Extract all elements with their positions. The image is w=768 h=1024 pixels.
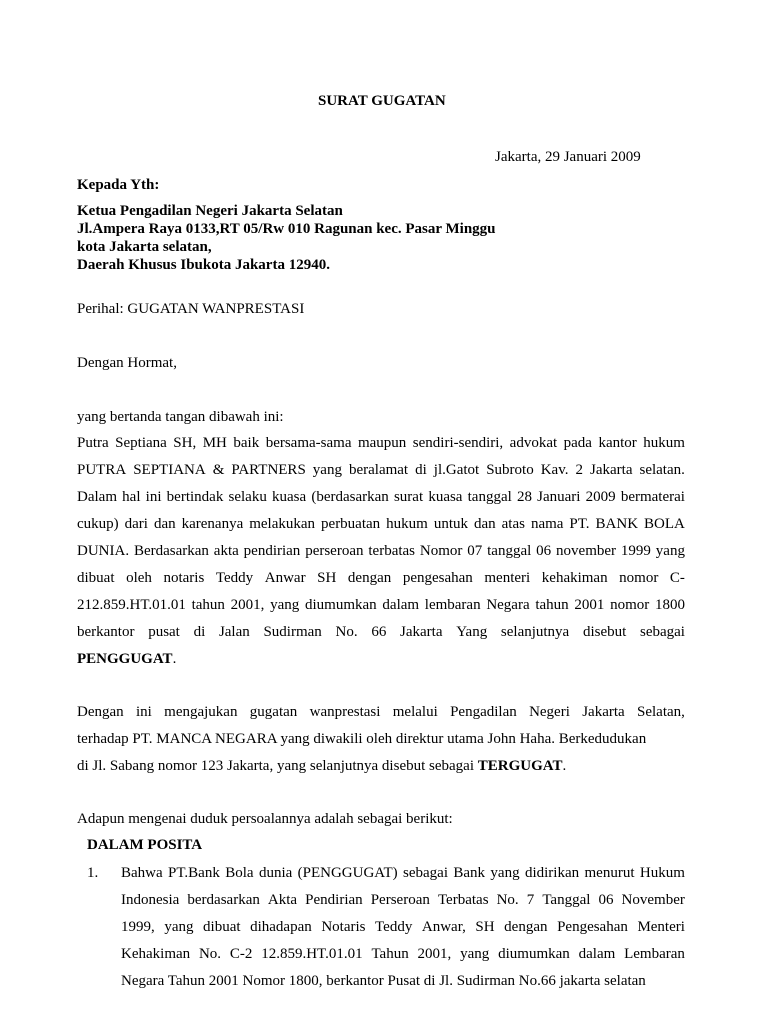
word: notaris	[163, 570, 205, 586]
word: Kav.	[540, 462, 569, 478]
word: Perseroan	[370, 892, 430, 908]
word: Bahwa	[121, 865, 163, 881]
posita-line	[121, 891, 685, 909]
word: ini	[145, 489, 162, 505]
paragraph-line	[77, 515, 685, 533]
word: 1999	[620, 543, 651, 559]
word: Tanggal	[542, 892, 591, 908]
word: diumumkan	[305, 597, 377, 613]
word: Subroto	[486, 462, 534, 478]
paragraph-line	[77, 461, 685, 479]
word: dengan	[347, 570, 392, 586]
word: melakukan	[249, 516, 316, 532]
word: 06	[536, 543, 552, 559]
word: dalam	[382, 597, 420, 613]
word: No.	[335, 624, 358, 640]
word: Negara	[486, 597, 530, 613]
word: Septiana	[115, 435, 167, 451]
word: 66	[371, 624, 387, 640]
defendant-tail: .	[562, 758, 567, 774]
word: Jakarta	[400, 624, 443, 640]
word: cukup)	[77, 516, 119, 532]
word: 2	[575, 462, 583, 478]
recipient-line: Ketua Pengadilan Negeri Jakarta Selatan	[77, 203, 343, 219]
word: hukum	[643, 435, 685, 451]
word: Jalan	[218, 624, 250, 640]
word: Anwar	[264, 570, 306, 586]
word: lembaran	[424, 597, 481, 613]
plaintiff-label: PENGGUGAT	[77, 651, 173, 667]
word: perbuatan	[321, 516, 381, 532]
word: yang	[312, 462, 342, 478]
word: Lembaran	[624, 946, 685, 962]
word: Terbatas	[437, 892, 489, 908]
word: pengesahan	[402, 570, 473, 586]
word: menteri	[484, 570, 531, 586]
plaintiff-tail: .	[172, 651, 177, 667]
word: PUTRA	[77, 462, 127, 478]
defendant-label: TERGUGAT	[477, 758, 563, 774]
word: selanjutnya	[500, 624, 570, 640]
word: hukum	[386, 516, 428, 532]
word: sebagai	[639, 624, 685, 640]
word: dengan	[504, 919, 548, 935]
word: pada	[563, 435, 592, 451]
word: Jakarta	[590, 462, 633, 478]
word: BANK	[595, 516, 639, 532]
word: (PENGGUGAT)	[297, 865, 398, 881]
word: baik	[233, 435, 260, 451]
word: wanprestasi	[309, 704, 381, 720]
word: di	[193, 624, 206, 640]
recipient-line: kota Jakarta selatan,	[77, 239, 212, 255]
word: disebut	[582, 624, 627, 640]
word: sebagai	[403, 865, 448, 881]
word: Negeri	[529, 704, 570, 720]
word: Pengesahan	[557, 919, 628, 935]
word: 2009	[585, 489, 616, 505]
word: Bank	[453, 865, 486, 881]
word: berkantor	[77, 624, 135, 640]
word: 1999,	[121, 919, 155, 935]
paragraph-lawsuit-line	[77, 703, 685, 721]
defendant-text: di Jl. Sabang nomor 123 Jakarta, yang selanjutnya disebut sebagai	[77, 758, 478, 774]
word: 2001,	[417, 946, 452, 962]
word: Notaris	[321, 919, 366, 935]
word: yang	[460, 946, 490, 962]
word: melalui	[392, 704, 438, 720]
word: kehakiman	[541, 570, 608, 586]
letter-date: Jakarta, 29 Januari 2009	[495, 149, 641, 165]
defendant-line	[77, 757, 566, 775]
word: kantor	[598, 435, 637, 451]
word: Putra	[77, 435, 109, 451]
word: No.	[496, 892, 519, 908]
posita-number: 1.	[87, 865, 99, 881]
word: hal	[122, 489, 141, 505]
word: pendirian	[243, 543, 301, 559]
word: SH	[317, 570, 337, 586]
word: selaku	[228, 489, 267, 505]
word: beralamat	[348, 462, 409, 478]
word: dari	[124, 516, 148, 532]
word: atas	[501, 516, 525, 532]
word: 12.859.HT.01.01	[261, 946, 363, 962]
word: didirikan	[524, 865, 580, 881]
posita-line	[121, 864, 685, 882]
word: kuasa	[272, 489, 307, 505]
word: nomor	[619, 570, 659, 586]
posita-line	[121, 945, 685, 963]
word: mengajukan	[164, 704, 238, 720]
word: MH	[202, 435, 227, 451]
word: Dalam	[77, 489, 117, 505]
paragraph-line	[77, 569, 685, 587]
paragraph-line	[77, 623, 685, 641]
word: 212.859.HT.01.01	[77, 597, 186, 613]
word: Selatan,	[637, 704, 685, 720]
word: gugatan	[249, 704, 298, 720]
word: dibuat	[77, 570, 115, 586]
word: akta	[213, 543, 239, 559]
word: Berdasarkan	[133, 543, 209, 559]
word: Pendirian	[305, 892, 363, 908]
word: november	[556, 543, 617, 559]
word: nomor	[610, 597, 650, 613]
word: dibuat	[203, 919, 241, 935]
paragraph-line	[77, 542, 685, 560]
word: Hukum	[639, 865, 685, 881]
word: Jakarta	[582, 704, 625, 720]
word: tahun	[535, 597, 569, 613]
word: C-2	[229, 946, 253, 962]
salutation: Dengan Hormat,	[77, 355, 177, 371]
word: &	[212, 462, 225, 478]
word: bersama-sama	[265, 435, 352, 451]
paragraph-line	[77, 596, 685, 614]
word: SH	[475, 919, 495, 935]
word: tanggal	[467, 489, 512, 505]
word: menurut	[584, 865, 635, 881]
word: Anwar,	[421, 919, 466, 935]
word: yang	[164, 919, 194, 935]
plaintiff-line	[77, 650, 176, 668]
word: 07	[467, 543, 483, 559]
recipient-greeting: Kepada Yth:	[77, 177, 160, 193]
word: bermaterai	[620, 489, 685, 505]
word: dalam	[578, 946, 616, 962]
word: BOLA	[644, 516, 685, 532]
word: Akta	[267, 892, 298, 908]
word: tanggal	[487, 543, 532, 559]
word: dihadapan	[250, 919, 312, 935]
paragraph-lawsuit-line: terhadap PT. MANCA NEGARA yang diwakili oleh direktur utama John Haha. Berkedudukan	[77, 731, 647, 747]
word: PARTNERS	[231, 462, 306, 478]
paragraph-line	[77, 488, 685, 506]
word: SEPTIANA	[133, 462, 206, 478]
recipient-line: Daerah Khusus Ibukota Jakarta 12940.	[77, 257, 330, 273]
word: Dengan	[77, 704, 124, 720]
case-intro: Adapun mengenai duduk persoalannya adalah sebagai berikut:	[77, 811, 453, 827]
word: Kehakiman	[121, 946, 191, 962]
word: jl.Gatot	[433, 462, 480, 478]
word: Teddy	[215, 570, 254, 586]
word: karenanya	[181, 516, 244, 532]
word: pusat	[148, 624, 180, 640]
word: kuasa	[428, 489, 463, 505]
word: Indonesia	[121, 892, 180, 908]
word: PT.Bank	[168, 865, 220, 881]
word: dan	[153, 516, 176, 532]
word: tahun	[191, 597, 225, 613]
word: bertindak	[166, 489, 224, 505]
word: Tahun	[371, 946, 409, 962]
word: 06	[598, 892, 614, 908]
word: berdasarkan	[187, 892, 260, 908]
word: (berdasarkan	[311, 489, 389, 505]
word: surat	[393, 489, 424, 505]
word: terbatas	[368, 543, 416, 559]
word: Nomor	[419, 543, 463, 559]
word: nama	[530, 516, 564, 532]
word: sendiri-sendiri,	[412, 435, 504, 451]
word: Sudirman	[263, 624, 322, 640]
word: SH,	[173, 435, 197, 451]
word: yang	[270, 597, 300, 613]
paragraph-line	[77, 434, 685, 452]
posita-line: Negara Tahun 2001 Nomor 1800, berkantor Pusat di Jl. Sudirman No.66 jakarta selatan	[121, 973, 646, 989]
word: selatan.	[639, 462, 685, 478]
word: 1800	[655, 597, 685, 613]
word: advokat	[509, 435, 558, 451]
word: PT.	[569, 516, 590, 532]
word: Menteri	[637, 919, 685, 935]
word: No.	[198, 946, 222, 962]
word: Yang	[456, 624, 488, 640]
word: Bola	[225, 865, 254, 881]
word: 7	[526, 892, 535, 908]
word: ini	[135, 704, 152, 720]
word: DUNIA.	[77, 543, 130, 559]
word: Teddy	[375, 919, 413, 935]
posita-line	[121, 918, 685, 936]
recipient-line: Jl.Ampera Raya 0133,RT 05/Rw 010 Ragunan kec. Pasar Minggu	[77, 221, 496, 237]
intro-line: yang bertanda tangan dibawah ini:	[77, 409, 284, 425]
word: yang	[490, 865, 520, 881]
document-title: SURAT GUGATAN	[318, 93, 446, 109]
word: perseroan	[305, 543, 364, 559]
word: November	[621, 892, 685, 908]
word: di	[415, 462, 427, 478]
word: Pengadilan	[450, 704, 517, 720]
word: Januari	[537, 489, 581, 505]
word: C-	[669, 570, 685, 586]
word: yang	[655, 543, 685, 559]
section-heading: DALAM POSITA	[87, 837, 203, 853]
word: oleh	[126, 570, 152, 586]
word: untuk	[433, 516, 468, 532]
word: 2001	[574, 597, 605, 613]
word: 28	[516, 489, 532, 505]
word: dunia	[258, 865, 293, 881]
word: diumumkan	[498, 946, 570, 962]
word: maupun	[357, 435, 407, 451]
subject-line: Perihal: GUGATAN WANPRESTASI	[77, 301, 305, 317]
word: dan	[473, 516, 496, 532]
word: 2001,	[230, 597, 265, 613]
